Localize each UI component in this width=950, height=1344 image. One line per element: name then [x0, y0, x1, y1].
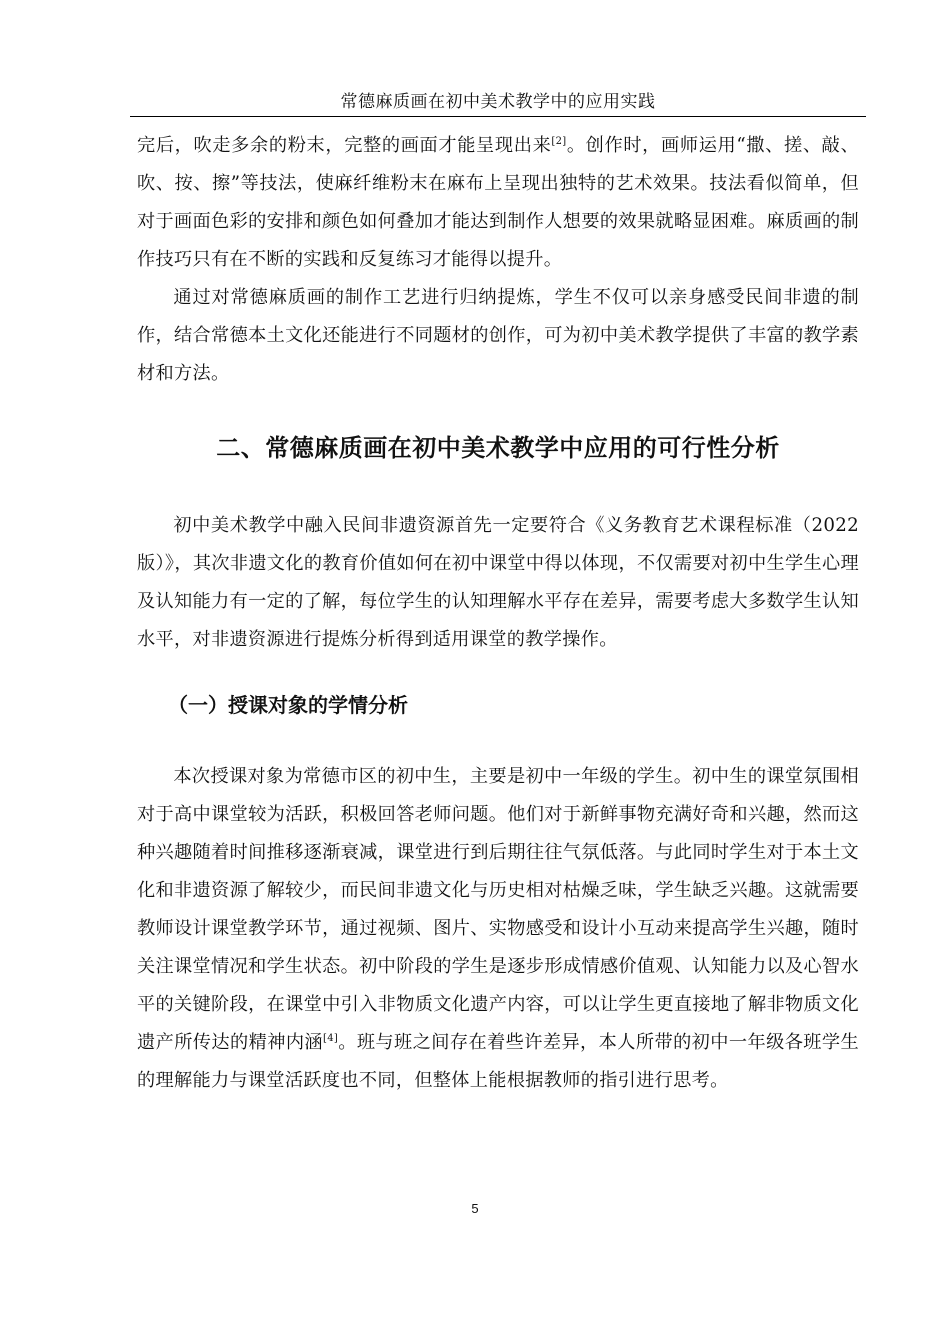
running-header: 常德麻质画在初中美术教学中的应用实践 — [340, 92, 656, 112]
paragraph-text: 本次授课对象为常德市区的初中生，主要是初中一年级的学生。初中生的课堂氛围相对于高中课堂较为活跃，积极回答老师问题。他们对于新鲜事物充满好奇和兴趣，然而这种兴趣随着时间推移逐渐衰减，课堂进行到后期往往气氛低落。与此同时学生对于本土文化和非遗资源了解较少，而民间非遗文化与历史相对枯燥乏味，学生缺乏兴趣。这就需要教师设计课堂教学环节，通过视频、图片、实物感受和设计小互动来提高学生兴趣，随时关注课堂情况和学生状态。初中阶段的学生是逐步形成情感价值观、认知能力以及心智水平的关键阶段，在课堂中引入非物质文化遗产内容，可以让学生更直接地了解非物质文化遗产所传达的精神内涵 — [137, 766, 859, 1053]
paragraph-text: 。创作时，画师运用“撒、搓、敲、吹、按、擦”等技法，使麻纤维粉末在麻布上呈现出独特的艺术效果。技法看似简单，但对于画面色彩的安排和颜色如何叠加才能达到制作人想要的效果就略显困难。麻质画的制作技巧只有在不断的实践和反复练习才能得以提升。 — [137, 135, 859, 270]
paragraph-text: 。班与班之间存在着些许差异，本人所带的初中一年级各班学生的理解能力与课堂活跃度也不同，但整体上能根据教师的指引进行思考。 — [137, 1032, 859, 1091]
paragraph: 通过对常德麻质画的制作工艺进行归纳提炼，学生不仅可以亲身感受民间非遗的制作，结合常德本土文化还能进行不同题材的创作，可为初中美术教学提供了丰富的教学素材和方法。 — [137, 287, 859, 384]
paragraph-text: 完后，吹走多余的粉末，完整的画面才能呈现出来 — [137, 135, 552, 156]
citation-ref: [4] — [323, 1032, 339, 1044]
citation-ref: [2] — [551, 135, 567, 147]
section-heading: 二、常德麻质画在初中美术教学中应用的可行性分析 — [216, 434, 780, 462]
paragraph — [137, 127, 859, 279]
header-rule — [130, 116, 866, 117]
page-number: 5 — [471, 1201, 479, 1216]
paragraph: 初中美术教学中融入民间非遗资源首先一定要符合《义务教育艺术课程标准（2022 版）》，其次非遗文化的教育价值如何在初中课堂中得以体现，不仅需要对初中生学生心理及认知能力有一定的了解，每位学生的认知理解水平存在差异，需要考虑大多数学生认知水平，对非遗资源进行提炼分析得到适用课堂的教学操作。 — [137, 515, 859, 650]
subsection1-body — [137, 758, 859, 1100]
section2-body — [137, 507, 859, 659]
subsection-heading: （一）授课对象的学情分析 — [168, 693, 408, 717]
intro-section — [137, 127, 859, 393]
paragraph — [137, 758, 859, 1100]
